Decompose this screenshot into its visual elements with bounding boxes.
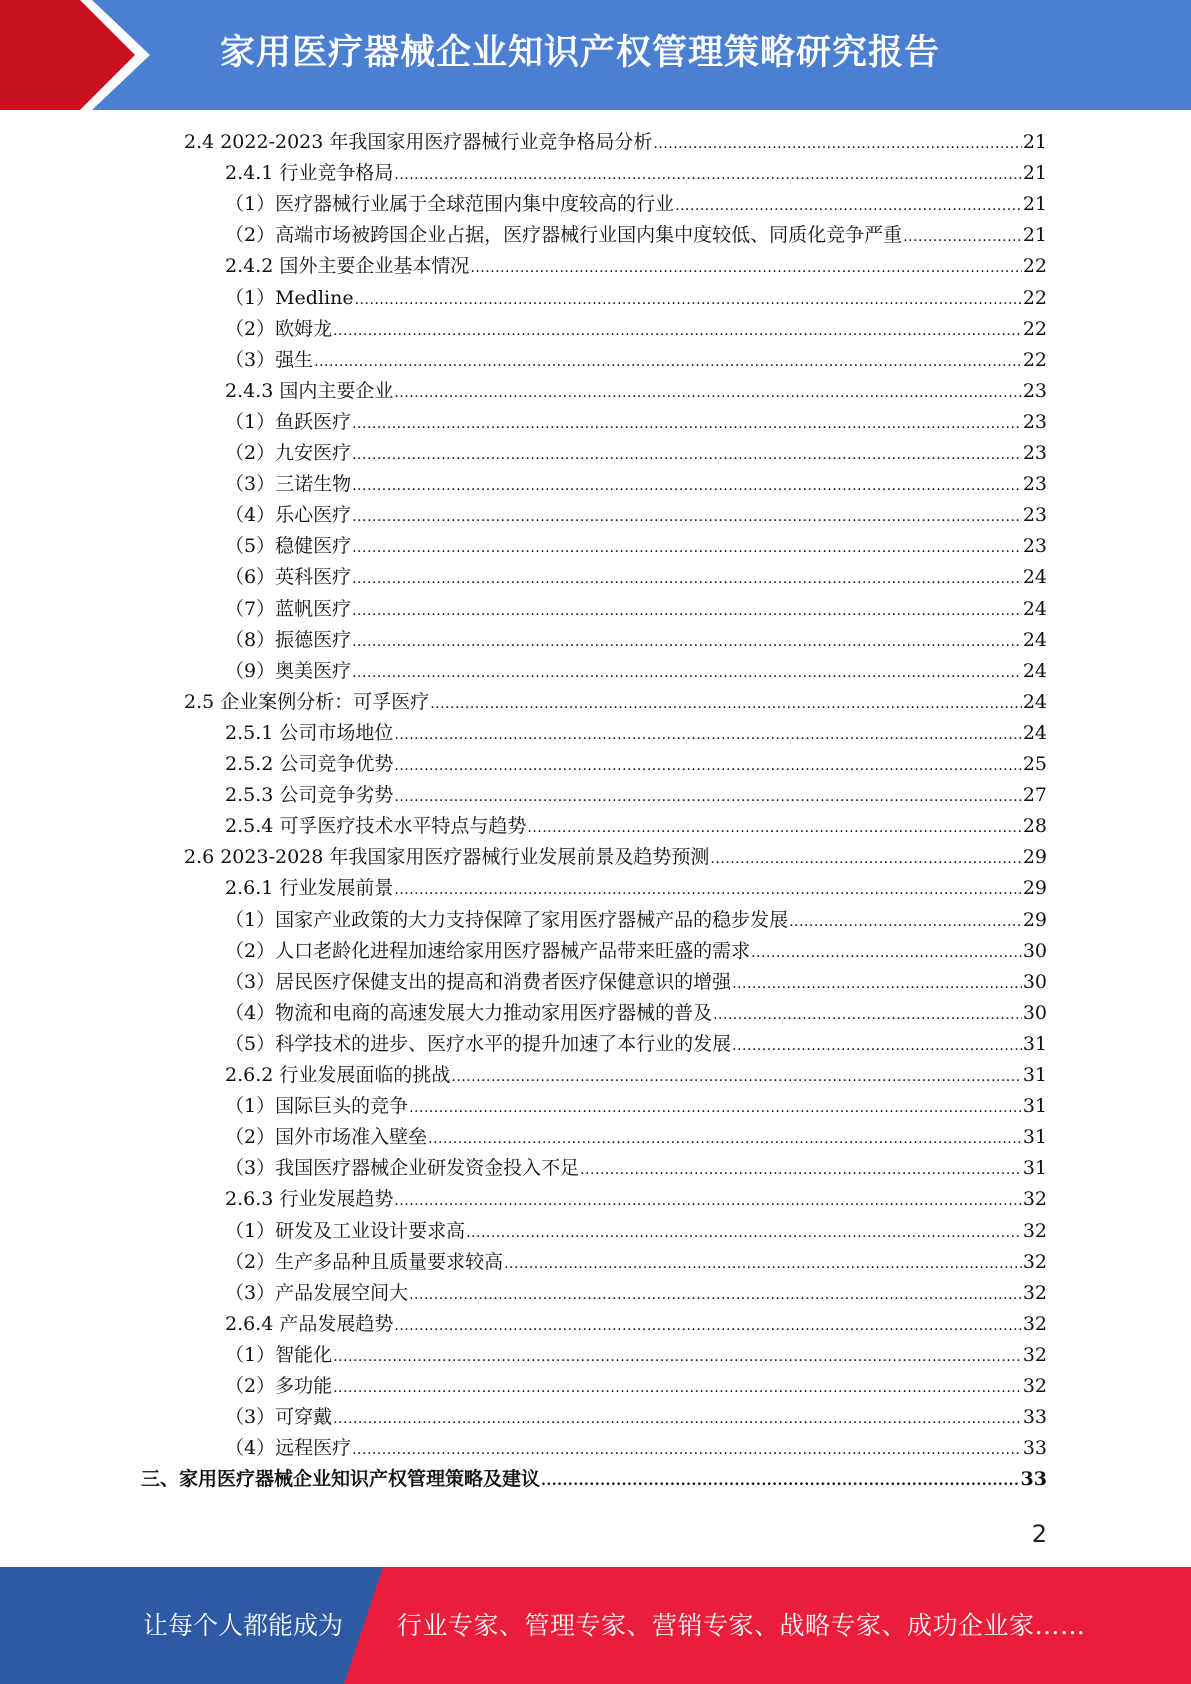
toc-entry-page: 23 <box>1022 442 1047 464</box>
toc-entry[interactable] <box>225 1029 1047 1060</box>
toc-entry-title: 企业案例分析：可孚医疗 <box>220 690 430 713</box>
toc-dot-leader <box>333 1404 1022 1435</box>
toc-entry-number: （4） <box>225 1437 276 1460</box>
toc-entry[interactable] <box>225 873 1047 904</box>
toc-entry-number: （8） <box>225 628 276 651</box>
toc-entry[interactable] <box>225 438 1047 469</box>
toc-entry[interactable] <box>225 469 1047 500</box>
toc-entry-title: 家用医疗器械企业知识产权管理策略及建议 <box>179 1468 541 1491</box>
toc-entry-title: 多功能 <box>275 1375 333 1397</box>
toc-entry-page: 32 <box>1022 1375 1047 1397</box>
toc-entry-title: 高端市场被跨国企业占据，医疗器械行业国内集中度较低、同质化竞争严重 <box>275 224 903 247</box>
toc-entry[interactable] <box>225 1309 1047 1340</box>
toc-entry-number: 2.5.3 <box>225 784 274 807</box>
toc-entry-number: （2） <box>225 1250 276 1273</box>
toc-entry-title: 强生 <box>275 348 314 371</box>
toc-entry-title: 居民医疗保健支出的提高和消费者医疗保健意识的增强 <box>275 970 732 993</box>
toc-dot-leader <box>751 938 1022 969</box>
toc-entry[interactable] <box>184 687 1047 718</box>
toc-entry-page: 21 <box>1022 131 1047 153</box>
toc-entry-title: 国家产业政策的大力支持保障了家用医疗器械产品的稳步发展 <box>275 908 789 931</box>
toc-entry[interactable] <box>141 1464 1047 1495</box>
toc-entry[interactable] <box>225 1122 1047 1153</box>
toc-entry[interactable] <box>225 1060 1047 1091</box>
toc-entry-title: 国外市场准入壁垒 <box>275 1126 428 1149</box>
page-number: 2 <box>1031 1520 1047 1548</box>
toc-entry-page: 21 <box>1022 162 1047 185</box>
toc-entry[interactable] <box>225 1278 1047 1309</box>
toc-entry-number: （3） <box>225 473 276 496</box>
toc-entry-number: （2） <box>225 939 276 962</box>
toc-dot-leader <box>430 689 1022 720</box>
toc-entry[interactable] <box>225 220 1047 251</box>
toc-dot-leader <box>333 1342 1022 1373</box>
toc-entry-page: 22 <box>1022 348 1047 371</box>
toc-entry-page: 32 <box>1022 1312 1047 1335</box>
toc-entry-page: 27 <box>1022 784 1047 807</box>
toc-entry-title: 研发及工业设计要求高 <box>275 1219 466 1242</box>
toc-entry-title: 产品发展空间大 <box>275 1281 409 1304</box>
toc-entry-title: 国内主要企业 <box>279 379 394 402</box>
toc-entry-title: 国外主要企业基本情况 <box>279 255 470 278</box>
toc-entry-page: 21 <box>1022 193 1047 216</box>
toc-entry-page: 32 <box>1022 1250 1047 1273</box>
toc-dot-leader <box>352 533 1022 564</box>
toc-dot-leader <box>352 471 1022 502</box>
toc-entry-title: 行业发展前景 <box>279 877 394 900</box>
toc-entry-page: 28 <box>1022 815 1047 838</box>
toc-entry-page: 24 <box>1022 721 1047 744</box>
toc-entry[interactable] <box>225 1371 1047 1402</box>
toc-dot-leader <box>527 813 1021 844</box>
toc-entry[interactable] <box>225 500 1047 531</box>
toc-entry-number: （1） <box>225 193 276 216</box>
toc-dot-leader <box>504 1249 1022 1280</box>
toc-dot-leader <box>409 1280 1022 1311</box>
toc-entry-title: 行业竞争格局 <box>279 162 394 185</box>
toc-entry-page: 22 <box>1022 286 1047 309</box>
toc-entry-title: 乐心医疗 <box>275 504 352 527</box>
toc-entry-page: 24 <box>1022 659 1047 682</box>
toc-entry-page: 24 <box>1022 690 1047 713</box>
toc-entry-number: 2.6.3 <box>225 1188 274 1211</box>
toc-dot-leader <box>352 564 1022 595</box>
toc-dot-leader <box>394 782 1021 813</box>
toc-dot-leader <box>541 1466 1020 1497</box>
toc-entry-number: 2.4 <box>184 131 215 153</box>
toc-dot-leader <box>333 1373 1022 1404</box>
toc-entry-title: 振德医疗 <box>275 628 352 651</box>
toc-entry-page: 31 <box>1022 1064 1047 1086</box>
toc-entry[interactable] <box>184 127 1047 158</box>
toc-entry-page: 22 <box>1022 255 1047 278</box>
toc-entry-number: （2） <box>225 224 276 247</box>
toc-entry-title: 科学技术的进步、医疗水平的提升加速了本行业的发展 <box>275 1032 732 1055</box>
toc-entry-number: （4） <box>225 1001 276 1024</box>
toc-entry-title: 国际巨头的竞争 <box>275 1095 409 1118</box>
toc-entry-title: 奥美医疗 <box>275 659 352 682</box>
toc-entry[interactable] <box>225 718 1047 749</box>
toc-entry-title: 2023-2028 年我国家用医疗器械行业发展前景及趋势预测 <box>220 846 710 869</box>
toc-entry[interactable] <box>225 656 1047 687</box>
toc-dot-leader <box>314 347 1022 378</box>
report-title: 家用医疗器械企业知识产权管理策略研究报告 <box>220 33 941 73</box>
toc-entry-number: （9） <box>225 659 276 682</box>
toc-dot-leader <box>732 969 1022 1000</box>
toc-entry[interactable] <box>225 251 1047 282</box>
toc-entry-title: 三诺生物 <box>275 473 352 496</box>
toc-entry-title: 可穿戴 <box>275 1406 333 1429</box>
toc-entry-number: （3） <box>225 348 276 371</box>
toc-entry-number: 2.6.1 <box>225 877 274 900</box>
toc-entry[interactable] <box>225 625 1047 656</box>
toc-entry-title: 产品发展趋势 <box>279 1312 394 1335</box>
toc-dot-leader <box>409 1093 1022 1124</box>
toc-entry-title: 公司市场地位 <box>279 721 394 744</box>
toc-entry[interactable] <box>225 749 1047 780</box>
toc-entry[interactable] <box>225 1247 1047 1278</box>
toc-dot-leader <box>394 875 1021 906</box>
toc-entry[interactable] <box>225 1340 1047 1371</box>
toc-entry[interactable] <box>225 967 1047 998</box>
toc-entry-page: 33 <box>1020 1468 1047 1491</box>
toc-entry-title: 我国医疗器械企业研发资金投入不足 <box>275 1157 580 1180</box>
toc-entry-number: （1） <box>225 1095 276 1118</box>
toc-entry-page: 32 <box>1022 1281 1047 1304</box>
toc-entry-number: （1） <box>225 1219 276 1242</box>
footer-banner <box>0 1567 1191 1684</box>
toc-entry-page: 31 <box>1022 1095 1047 1118</box>
toc-entry-page: 23 <box>1022 504 1047 527</box>
toc-dot-leader <box>394 751 1021 782</box>
toc-entry-number: （4） <box>225 504 276 527</box>
toc-entry-page: 32 <box>1022 1188 1047 1211</box>
toc-entry-title: 九安医疗 <box>275 442 352 464</box>
toc-entry[interactable] <box>225 1091 1047 1122</box>
toc-entry-page: 33 <box>1022 1437 1047 1460</box>
toc-dot-leader <box>470 253 1021 284</box>
toc-entry-page: 24 <box>1022 628 1047 651</box>
toc-entry[interactable] <box>225 531 1047 562</box>
toc-entry-page: 23 <box>1022 473 1047 496</box>
toc-entry[interactable] <box>225 936 1047 967</box>
toc-entry[interactable] <box>225 345 1047 376</box>
footer-slogan-right: 行业专家、管理专家、营销专家、战略专家、成功企业家…… <box>397 1611 1086 1640</box>
toc-entry-title: 生产多品种且质量要求较高 <box>275 1250 504 1273</box>
toc-entry[interactable] <box>225 314 1047 345</box>
toc-entry-number: （5） <box>225 1032 276 1055</box>
toc-dot-leader <box>394 720 1021 751</box>
toc-dot-leader <box>732 1031 1022 1062</box>
toc-entry-number: 2.4.3 <box>225 379 274 402</box>
toc-entry-number: 2.5.1 <box>225 721 274 744</box>
toc-entry-number: （6） <box>225 566 276 589</box>
toc-entry-page: 33 <box>1022 1406 1047 1429</box>
toc-entry-number: 2.6.4 <box>225 1312 274 1335</box>
toc-entry-number: 2.4.1 <box>225 162 274 185</box>
toc-dot-leader <box>580 1155 1022 1186</box>
toc-entry-page: 31 <box>1022 1032 1047 1055</box>
toc-entry-number: 2.5.2 <box>225 753 274 775</box>
toc-dot-leader <box>352 658 1022 689</box>
toc-entry-number: （2） <box>225 317 276 340</box>
toc-entry-page: 30 <box>1022 939 1047 962</box>
toc-entry-title: 公司竞争劣势 <box>279 784 394 807</box>
toc-entry-page: 24 <box>1022 597 1047 620</box>
toc-dot-leader <box>710 844 1021 875</box>
footer-slogan-left: 让每个人都能成为 <box>143 1611 344 1640</box>
toc-entry-number: （1） <box>225 410 276 433</box>
toc-entry-number: （3） <box>225 1406 276 1429</box>
toc-entry-number: （7） <box>225 597 276 620</box>
toc-dot-leader <box>352 596 1022 627</box>
toc-dot-leader <box>352 440 1022 471</box>
toc-entry-page: 23 <box>1022 535 1047 558</box>
toc-entry-title: 稳健医疗 <box>275 535 352 558</box>
toc-entry[interactable] <box>225 811 1047 842</box>
toc-entry-title: 行业发展趋势 <box>279 1188 394 1211</box>
toc-dot-leader <box>903 222 1022 253</box>
toc-entry-page: 29 <box>1022 877 1047 900</box>
toc-dot-leader <box>394 378 1021 409</box>
toc-entry-title: 鱼跃医疗 <box>275 410 352 433</box>
toc-entry-page: 32 <box>1022 1343 1047 1366</box>
toc-entry-title: Medline <box>275 286 354 309</box>
header-banner <box>0 0 1191 110</box>
toc-dot-leader <box>451 1062 1021 1093</box>
toc-entry-title: 行业发展面临的挑战 <box>279 1064 451 1086</box>
toc-entry-page: 21 <box>1022 224 1047 247</box>
toc-entry-number: （5） <box>225 535 276 558</box>
toc-entry-title: 蓝帆医疗 <box>275 597 352 620</box>
toc-entry[interactable] <box>225 283 1047 314</box>
toc-entry[interactable] <box>225 780 1047 811</box>
toc-entry[interactable] <box>225 407 1047 438</box>
toc-dot-leader <box>352 409 1022 440</box>
toc-entry-title: 智能化 <box>275 1343 333 1366</box>
toc-entry-page: 30 <box>1022 970 1047 993</box>
toc-entry-number: （2） <box>225 442 276 464</box>
toc-entry-page: 31 <box>1022 1157 1047 1180</box>
toc-entry-page: 25 <box>1022 753 1047 775</box>
toc-entry-page: 31 <box>1022 1126 1047 1149</box>
toc-entry-title: 物流和电商的高速发展大力推动家用医疗器械的普及 <box>275 1001 713 1024</box>
toc-entry-title: 2022-2023 年我国家用医疗器械行业竞争格局分析 <box>220 131 653 153</box>
toc-dot-leader <box>428 1124 1022 1155</box>
toc-dot-leader <box>466 1218 1022 1249</box>
toc-dot-leader <box>352 502 1022 533</box>
toc-dot-leader <box>789 907 1022 938</box>
toc-dot-leader <box>355 285 1022 316</box>
toc-dot-leader <box>394 1311 1021 1342</box>
toc-entry-number: 2.6 <box>184 846 215 869</box>
toc-dot-leader <box>333 316 1022 347</box>
toc-entry-title: 远程医疗 <box>275 1437 352 1460</box>
toc-entry-page: 23 <box>1022 410 1047 433</box>
toc-entry-number: （1） <box>225 286 276 309</box>
toc-entry[interactable] <box>225 1402 1047 1433</box>
toc-entry-number: （1） <box>225 908 276 931</box>
toc-entry[interactable] <box>184 842 1047 873</box>
toc-entry[interactable] <box>225 1216 1047 1247</box>
toc-entry-page: 29 <box>1022 846 1047 869</box>
toc-entry-page: 29 <box>1022 908 1047 931</box>
toc-entry[interactable] <box>225 1433 1047 1464</box>
toc-dot-leader <box>352 627 1022 658</box>
toc-entry-number: （3） <box>225 970 276 993</box>
toc-entry-page: 23 <box>1022 379 1047 402</box>
toc-entry[interactable] <box>225 158 1047 189</box>
toc-entry-number: 2.4.2 <box>225 255 274 278</box>
toc-entry-title: 人口老龄化进程加速给家用医疗器械产品带来旺盛的需求 <box>275 939 751 962</box>
toc-dot-leader <box>713 1000 1022 1031</box>
toc-entry[interactable] <box>225 1184 1047 1215</box>
toc-entry-page: 24 <box>1022 566 1047 589</box>
toc-entry-number: （2） <box>225 1375 276 1397</box>
toc-entry-number: （3） <box>225 1281 276 1304</box>
toc-entry-title: 医疗器械行业属于全球范围内集中度较高的行业 <box>275 193 675 216</box>
toc-dot-leader <box>653 129 1021 160</box>
toc-dot-leader <box>394 160 1021 191</box>
toc-entry[interactable] <box>225 1153 1047 1184</box>
toc-entry-number: （2） <box>225 1126 276 1149</box>
toc-entry-title: 欧姆龙 <box>275 317 333 340</box>
toc-entry[interactable] <box>225 562 1047 593</box>
toc-entry-number: 2.5 <box>184 690 215 713</box>
toc-entry-title: 公司竞争优势 <box>279 753 394 775</box>
toc-entry[interactable] <box>225 376 1047 407</box>
toc-dot-leader <box>394 1186 1021 1217</box>
header-arrow-decoration <box>0 0 150 110</box>
toc-dot-leader <box>675 191 1022 222</box>
toc-entry[interactable] <box>225 905 1047 936</box>
toc-entry-page: 22 <box>1022 317 1047 340</box>
toc-entry[interactable] <box>225 998 1047 1029</box>
toc-entry-number: 三、 <box>141 1468 180 1491</box>
toc-entry[interactable] <box>225 189 1047 220</box>
toc-entry-title: 可孚医疗技术水平特点与趋势 <box>279 815 527 838</box>
toc-entry-number: 2.6.2 <box>225 1064 274 1086</box>
toc-entry-number: （1） <box>225 1343 276 1366</box>
toc-entry[interactable] <box>225 594 1047 625</box>
toc-entry-page: 32 <box>1022 1219 1047 1242</box>
toc-entry-title: 英科医疗 <box>275 566 352 589</box>
toc-entry-number: （3） <box>225 1157 276 1180</box>
toc-entry-number: 2.5.4 <box>225 815 274 838</box>
toc-dot-leader <box>352 1435 1022 1466</box>
toc-entry-page: 30 <box>1022 1001 1047 1024</box>
